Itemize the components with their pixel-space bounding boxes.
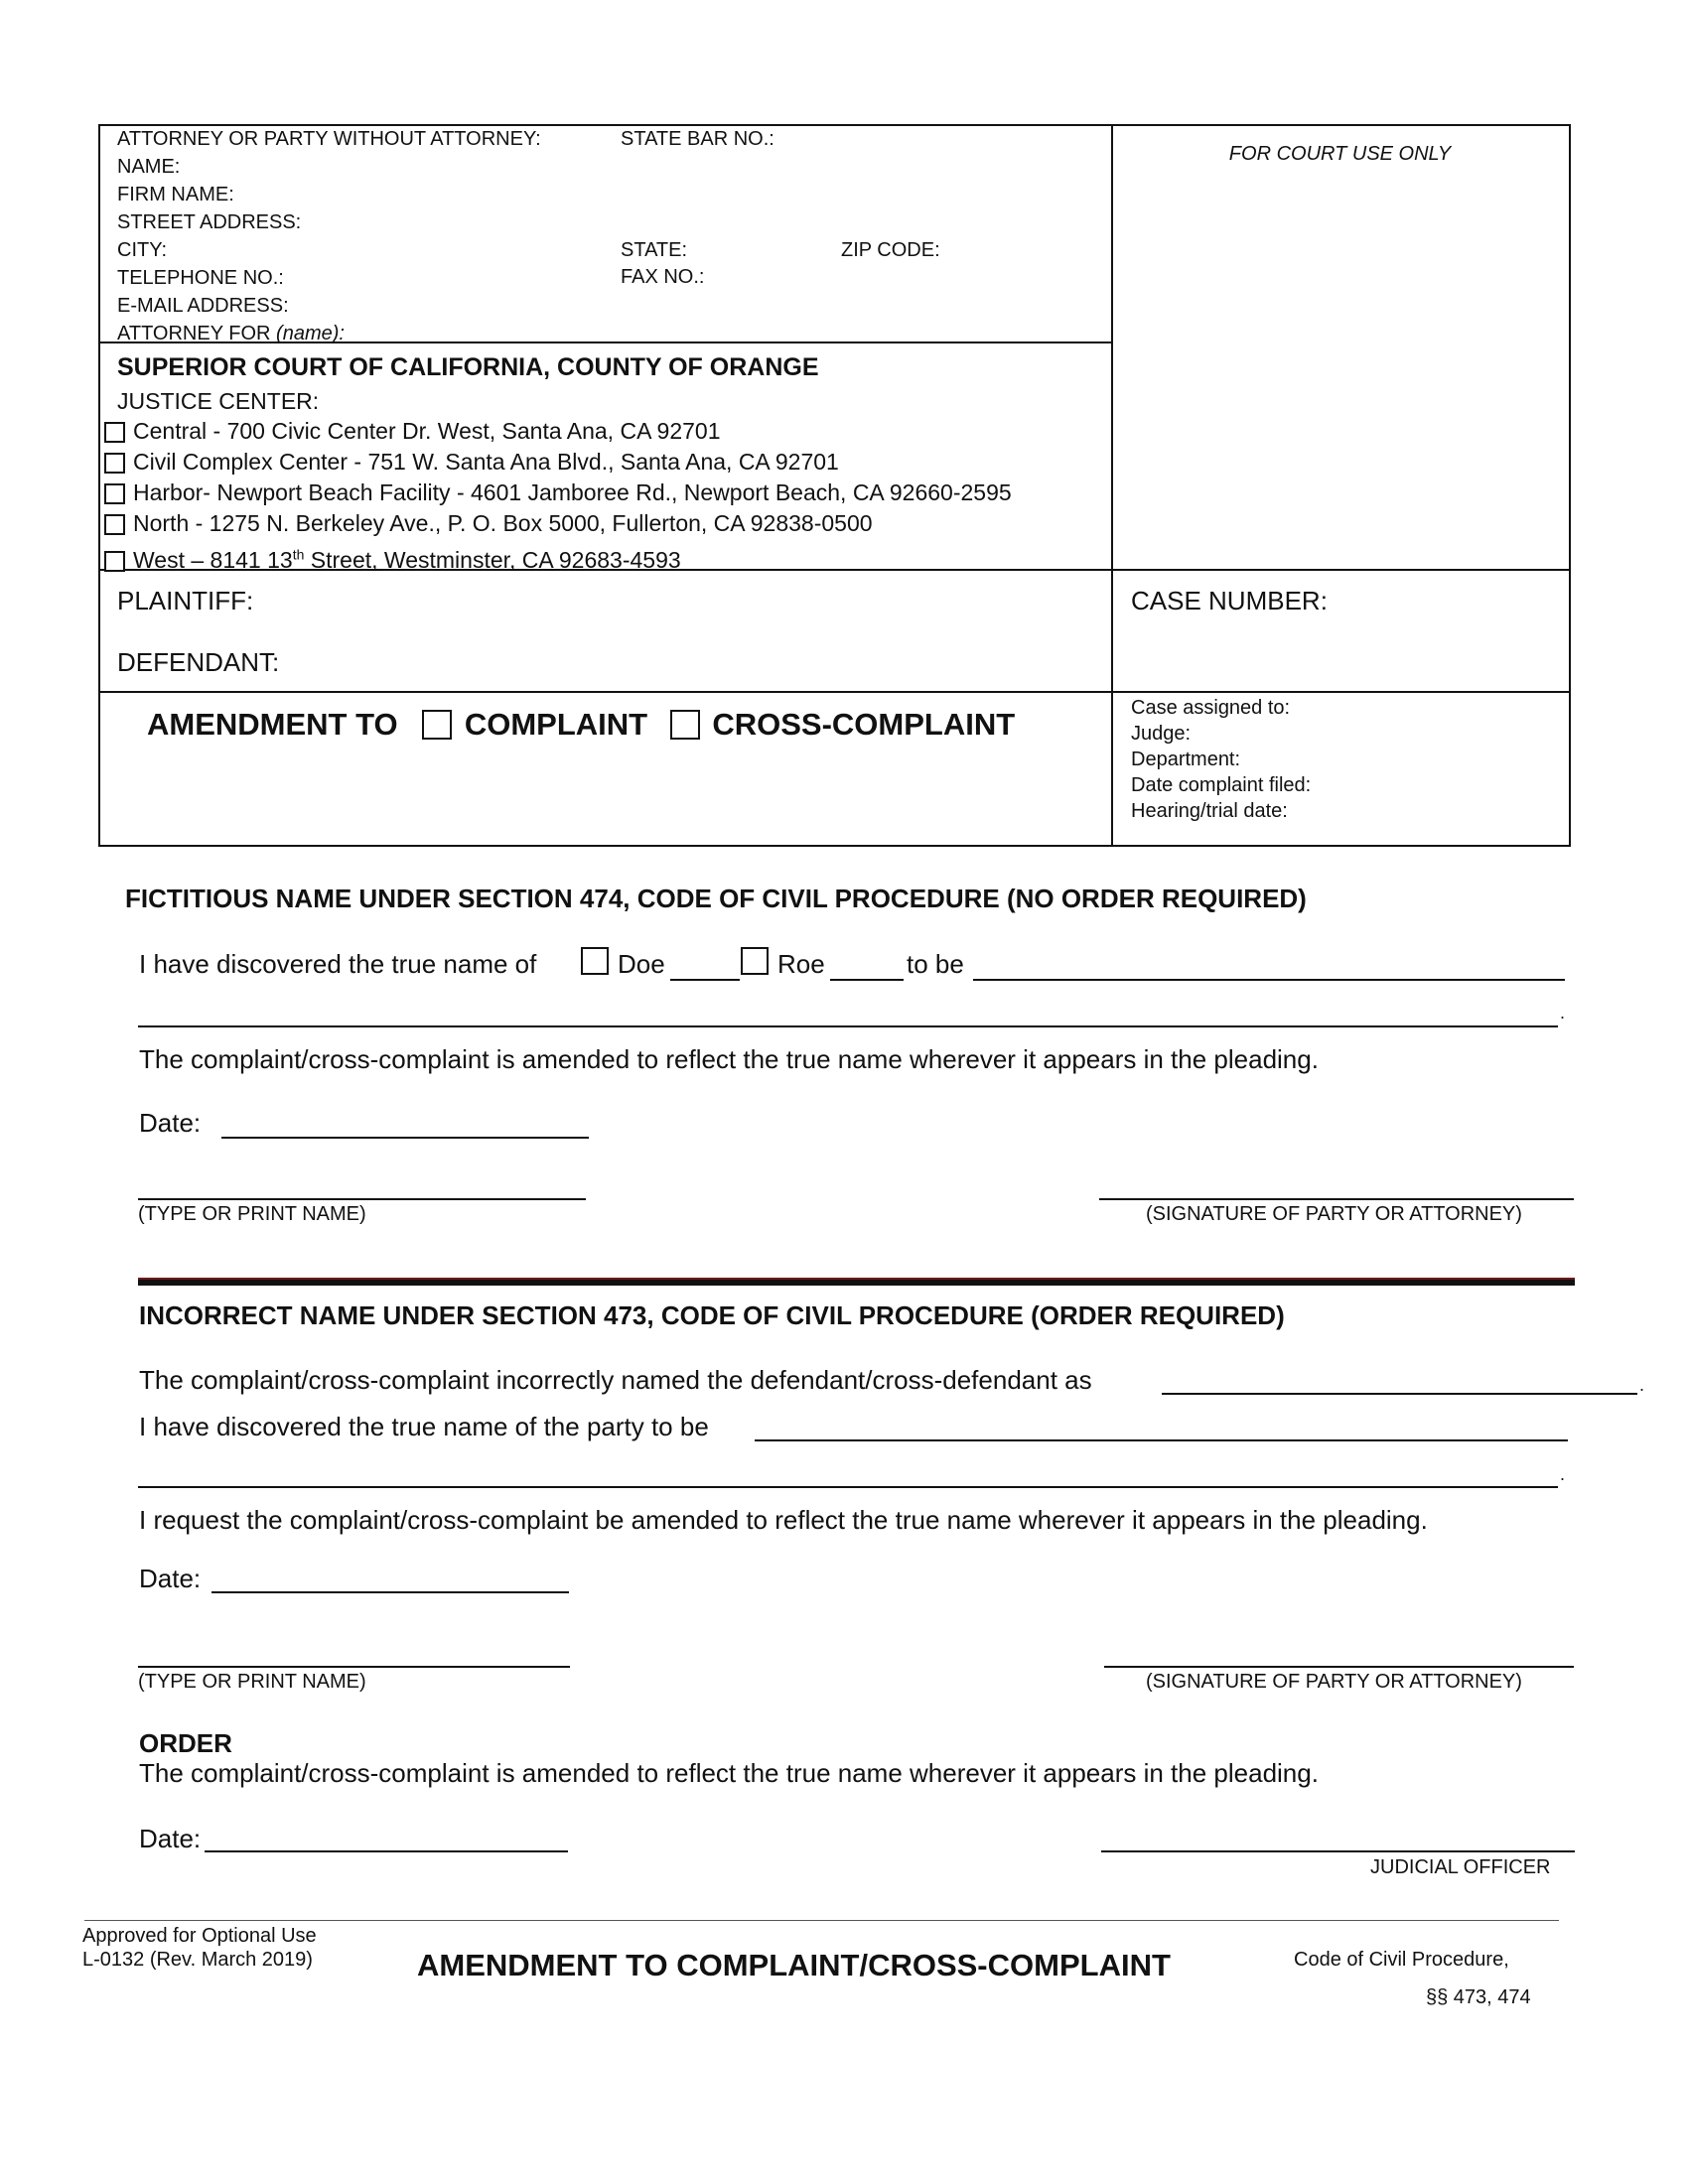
roe-number-line[interactable] bbox=[830, 979, 904, 981]
west-checkbox[interactable] bbox=[104, 551, 125, 572]
order-date-line[interactable] bbox=[205, 1850, 568, 1852]
case-number-label: CASE NUMBER: bbox=[1131, 586, 1328, 615]
central-checkbox[interactable] bbox=[104, 422, 125, 443]
to-be-label: to be bbox=[907, 949, 964, 979]
section474-discovered-text: I have discovered the true name of bbox=[139, 949, 537, 979]
doe-label: Doe bbox=[618, 949, 665, 979]
order-date-label: Date: bbox=[139, 1824, 202, 1853]
approved-label: Approved for Optional Use bbox=[82, 1925, 317, 1947]
section-separator bbox=[138, 1278, 1575, 1286]
section474-signature-caption: (SIGNATURE OF PARTY OR ATTORNEY) bbox=[1146, 1203, 1522, 1225]
center-option-central[interactable] bbox=[104, 416, 1012, 447]
north-checkbox[interactable] bbox=[104, 514, 125, 535]
city-label: CITY: bbox=[117, 239, 168, 261]
telephone-label: TELEPHONE NO.: bbox=[117, 267, 284, 289]
harbor-checkbox[interactable] bbox=[104, 483, 125, 504]
section473-request-text: I request the complaint/cross-complaint be amended to reflect the true name wherever it appears in the pleading. bbox=[139, 1505, 1428, 1535]
zip-label: ZIP CODE: bbox=[841, 239, 940, 261]
amendment-title bbox=[147, 707, 1015, 744]
section473-name-caption: (TYPE OR PRINT NAME) bbox=[138, 1671, 366, 1693]
court-use-label: FOR COURT USE ONLY bbox=[1228, 143, 1452, 165]
section473-incorrect-text: The complaint/cross-complaint incorrectly named the defendant/cross-defendant as bbox=[139, 1365, 1092, 1395]
section473-period-2: . bbox=[1560, 1464, 1566, 1484]
judicial-officer-caption: JUDICIAL OFFICER bbox=[1370, 1856, 1551, 1878]
section474-period: . bbox=[1560, 1003, 1566, 1023]
footer-form-title: AMENDMENT TO COMPLAINT/CROSS-COMPLAINT bbox=[417, 1948, 1171, 1982]
form-number: L-0132 (Rev. March 2019) bbox=[82, 1949, 313, 1971]
central-label: Central - 700 Civic Center Dr. West, Santa Ana, CA 92701 bbox=[133, 418, 721, 444]
firm-label: FIRM NAME: bbox=[117, 184, 234, 205]
judicial-officer-line[interactable] bbox=[1101, 1850, 1575, 1852]
attorney-label-block bbox=[117, 125, 541, 347]
cross-complaint-checkbox[interactable] bbox=[670, 710, 700, 740]
true-name-line-1[interactable] bbox=[973, 979, 1565, 981]
fax-label: FAX NO.: bbox=[621, 266, 705, 288]
section473-discovered-text: I have discovered the true name of the party to be bbox=[139, 1412, 709, 1441]
true-name-line-2[interactable] bbox=[138, 1025, 1558, 1027]
party-true-name-line-1[interactable] bbox=[755, 1439, 1568, 1441]
section473-signature-caption: (SIGNATURE OF PARTY OR ATTORNEY) bbox=[1146, 1671, 1522, 1693]
civil-complex-label: Civil Complex Center - 751 W. Santa Ana Blvd., Santa Ana, CA 92701 bbox=[133, 449, 839, 475]
north-label: North - 1275 N. Berkeley Ave., P. O. Box 5000, Fullerton, CA 92838-0500 bbox=[133, 510, 873, 536]
section473-title: INCORRECT NAME UNDER SECTION 473, CODE OF CIVIL PROCEDURE (ORDER REQUIRED) bbox=[139, 1300, 1285, 1330]
order-text: The complaint/cross-complaint is amended to reflect the true name wherever it appears in the pleading. bbox=[139, 1758, 1319, 1788]
section473-date-label: Date: bbox=[139, 1564, 202, 1593]
footer-left bbox=[82, 1924, 317, 1972]
section474-date-line[interactable] bbox=[221, 1137, 589, 1139]
code-line-2: §§ 473, 474 bbox=[1426, 1986, 1531, 2008]
center-option-north[interactable] bbox=[104, 508, 1012, 539]
plaintiff-label: PLAINTIFF: bbox=[117, 586, 254, 615]
complaint-label: COMPLAINT bbox=[464, 707, 648, 742]
name-label: NAME: bbox=[117, 156, 181, 178]
street-label: STREET ADDRESS: bbox=[117, 211, 302, 233]
justice-center-label: JUSTICE CENTER: bbox=[117, 388, 320, 414]
section473-period-1: . bbox=[1639, 1375, 1645, 1395]
roe-checkbox[interactable] bbox=[741, 947, 769, 975]
hearing-date-label: Hearing/trial date: bbox=[1131, 800, 1288, 822]
section473-date-line[interactable] bbox=[211, 1591, 569, 1593]
amendment-prefix: AMENDMENT TO bbox=[147, 707, 398, 742]
defendant-label: DEFENDANT: bbox=[117, 647, 280, 677]
state-label: STATE: bbox=[621, 239, 688, 261]
code-line-1: Code of Civil Procedure, bbox=[1294, 1949, 1509, 1971]
center-option-civil-complex[interactable] bbox=[104, 447, 1012, 478]
justice-center-list bbox=[104, 416, 1012, 576]
court-title: SUPERIOR COURT OF CALIFORNIA, COUNTY OF ORANGE bbox=[117, 353, 819, 381]
civil-complex-checkbox[interactable] bbox=[104, 453, 125, 474]
section474-title: FICTITIOUS NAME UNDER SECTION 474, CODE OF CIVIL PROCEDURE (NO ORDER REQUIRED) bbox=[125, 884, 1307, 913]
section473-name-line[interactable] bbox=[138, 1666, 570, 1668]
section474-amended-text: The complaint/cross-complaint is amended to reflect the true name wherever it appears in the pleading. bbox=[139, 1044, 1319, 1074]
section474-signature-line[interactable] bbox=[1099, 1198, 1574, 1200]
footer-rule bbox=[84, 1920, 1559, 1921]
order-title: ORDER bbox=[139, 1728, 232, 1758]
section474-date-label: Date: bbox=[139, 1108, 202, 1138]
attorney-label: ATTORNEY OR PARTY WITHOUT ATTORNEY: bbox=[117, 128, 541, 150]
assignment-block bbox=[1131, 695, 1311, 824]
cross-complaint-label: CROSS-COMPLAINT bbox=[712, 707, 1016, 742]
roe-label: Roe bbox=[777, 949, 825, 979]
assigned-to-label: Case assigned to: bbox=[1131, 697, 1291, 719]
attorney-for-label: ATTORNEY FOR bbox=[117, 323, 271, 344]
department-label: Department: bbox=[1131, 749, 1241, 770]
email-label: E-MAIL ADDRESS: bbox=[117, 295, 289, 317]
center-option-harbor[interactable] bbox=[104, 478, 1012, 508]
doe-checkbox[interactable] bbox=[581, 947, 609, 975]
state-bar-label: STATE BAR NO.: bbox=[621, 128, 774, 150]
judge-label: Judge: bbox=[1131, 723, 1192, 745]
harbor-label: Harbor- Newport Beach Facility - 4601 Jamboree Rd., Newport Beach, CA 92660-2595 bbox=[133, 479, 1012, 505]
center-option-west[interactable] bbox=[104, 539, 1012, 576]
attorney-for-name-hint: (name): bbox=[276, 323, 345, 344]
attorney-for-row bbox=[117, 320, 541, 347]
party-true-name-line-2[interactable] bbox=[138, 1486, 1558, 1488]
incorrect-name-line[interactable] bbox=[1162, 1393, 1637, 1395]
section474-name-line[interactable] bbox=[138, 1198, 586, 1200]
parties-section-divider bbox=[98, 691, 1569, 693]
complaint-checkbox[interactable] bbox=[422, 710, 452, 740]
section474-name-caption: (TYPE OR PRINT NAME) bbox=[138, 1203, 366, 1225]
caption-divider bbox=[1111, 124, 1113, 845]
doe-number-line[interactable] bbox=[670, 979, 740, 981]
date-filed-label: Date complaint filed: bbox=[1131, 774, 1312, 796]
section473-signature-line[interactable] bbox=[1104, 1666, 1574, 1668]
west-label: West – 8141 13th Street, Westminster, CA 92683-4593 bbox=[133, 546, 681, 573]
